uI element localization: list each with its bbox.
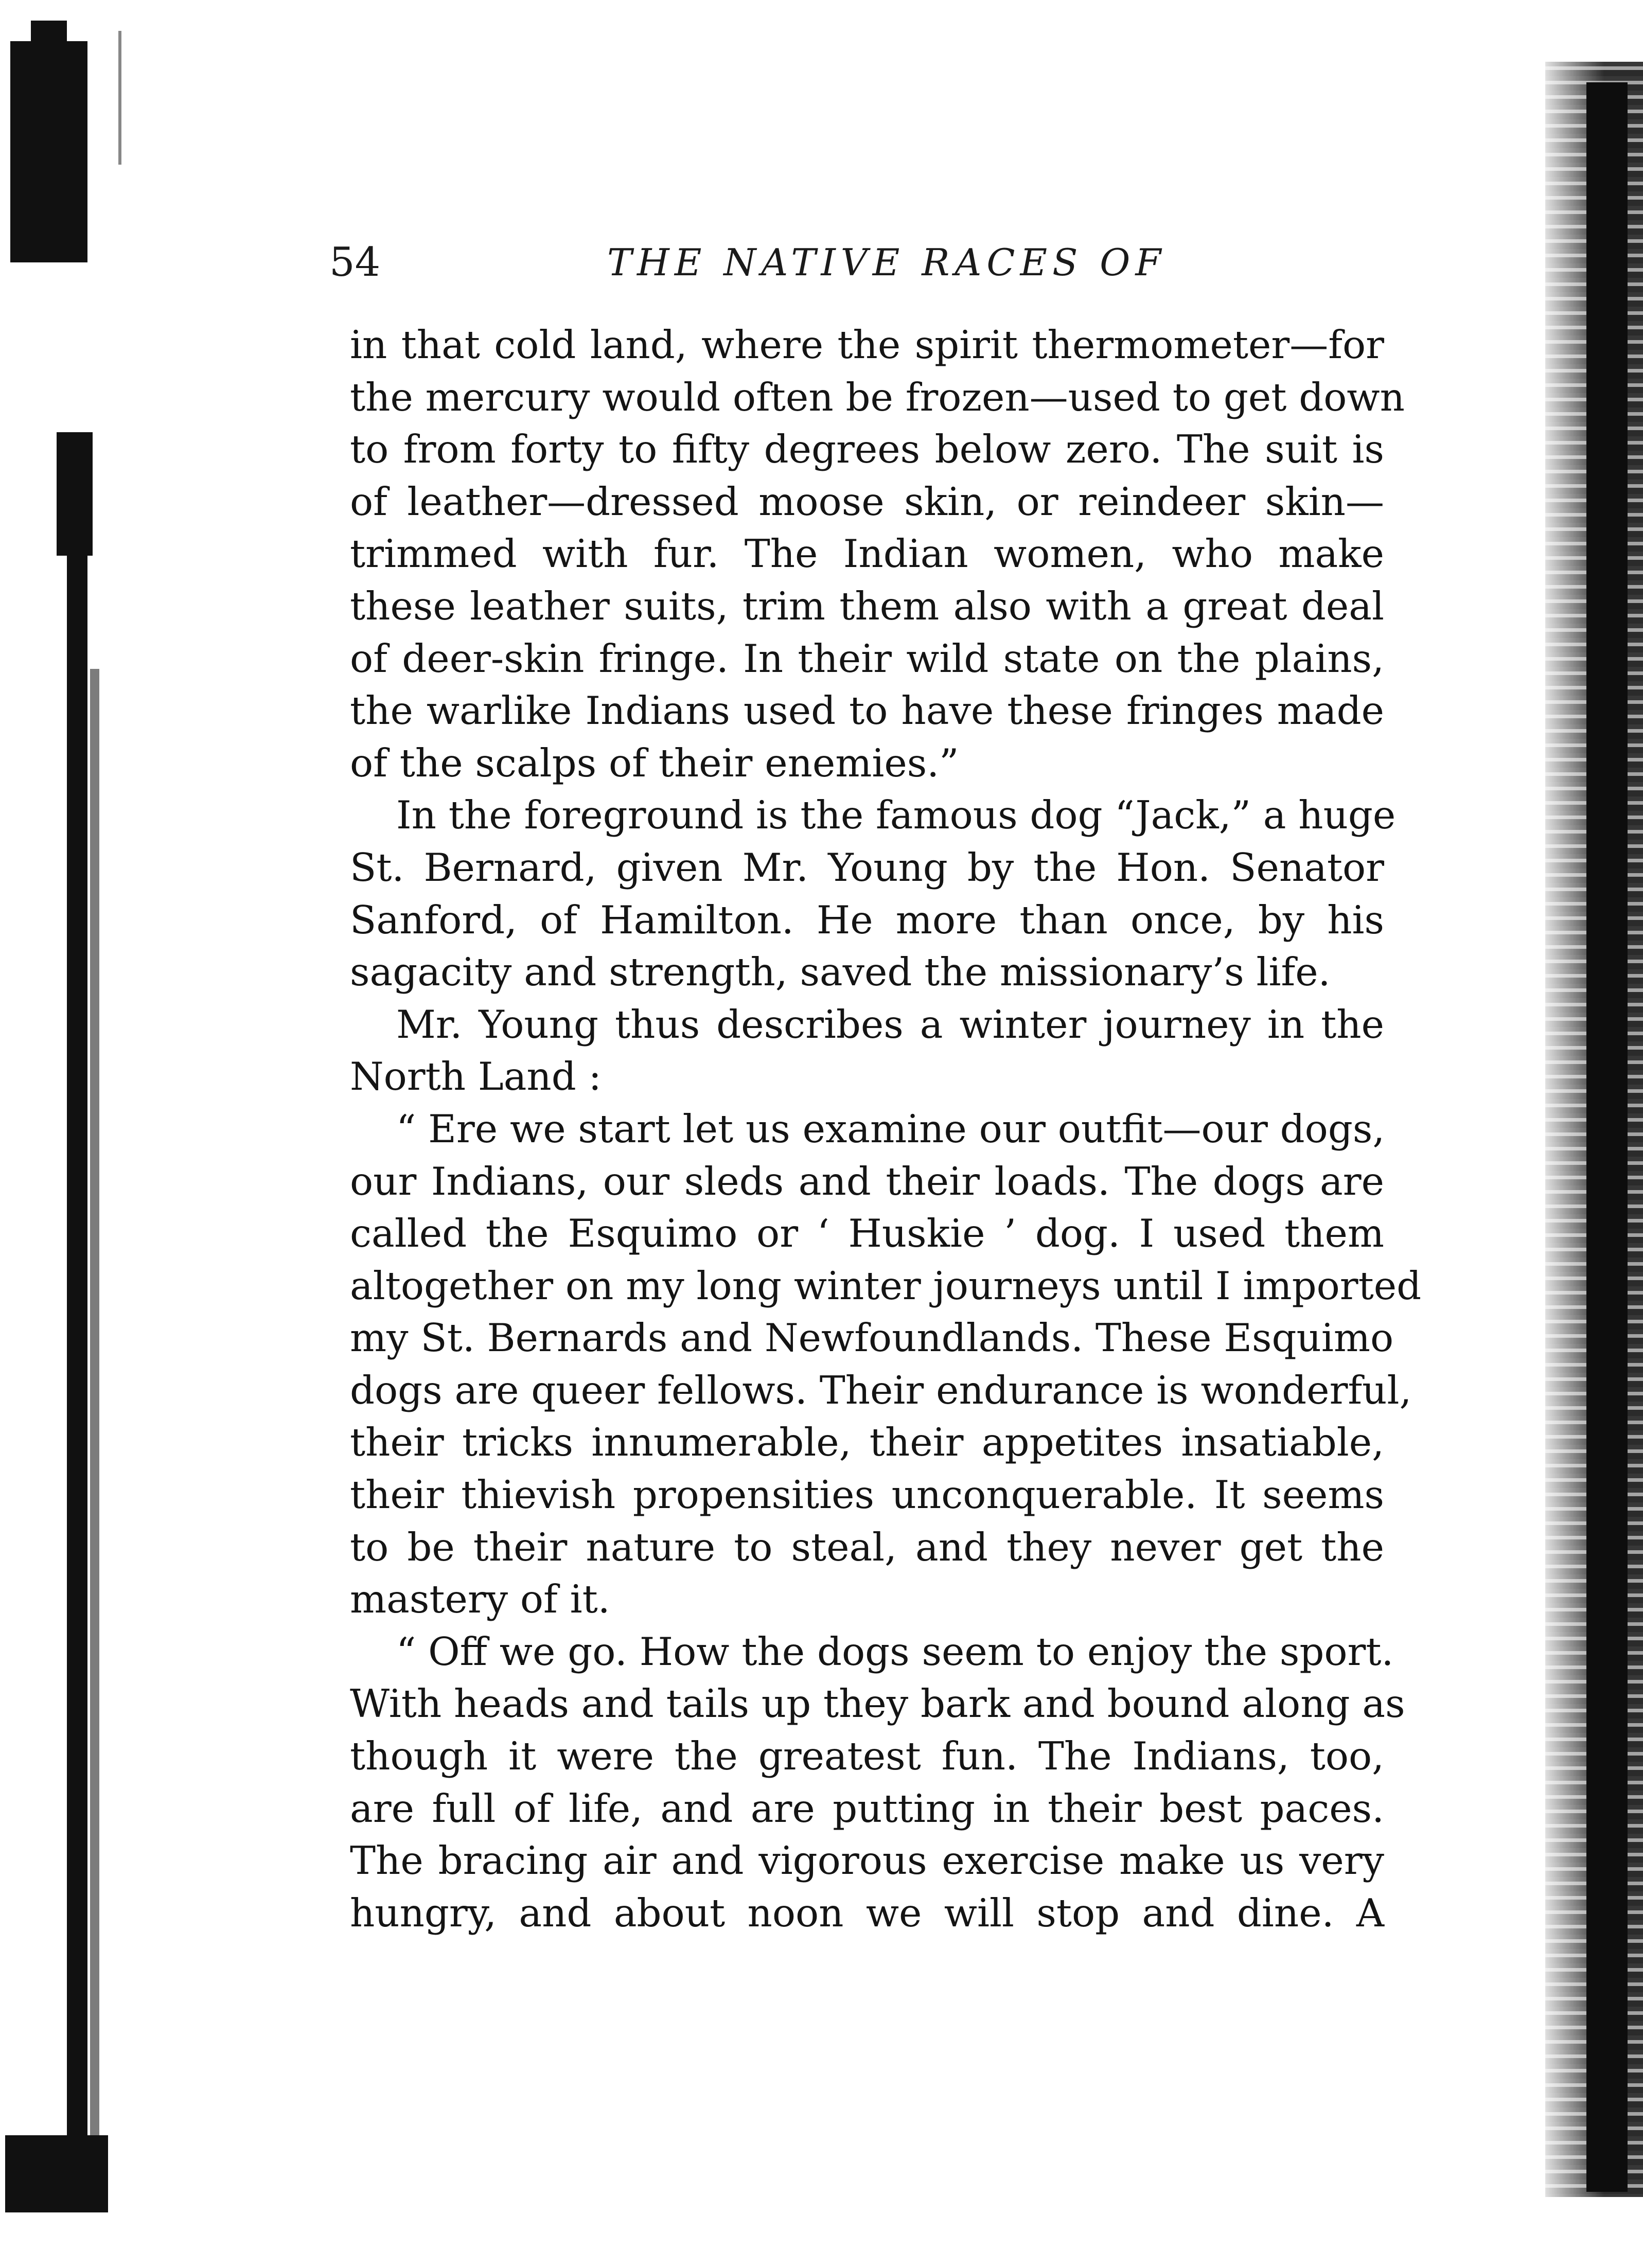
text-line: dogs are queer fellows. Their endurance is wonderful,	[350, 1367, 1412, 1413]
text-line: “ Ere we start let us examine our outfit—our dogs,	[396, 1106, 1385, 1151]
text-line: their tricks innumerable, their appetites insatiable,	[350, 1420, 1384, 1465]
text-line: The bracing air and vigorous exercise make us very	[350, 1838, 1384, 1884]
text-line: North Land :	[350, 1054, 602, 1100]
text-line: hungry, and about noon we will stop and dine. A	[350, 1890, 1384, 1936]
text-line: “ Off we go. How the dogs seem to enjoy the sport.	[396, 1628, 1394, 1674]
text-line: though it were the greatest fun. The Indians, too,	[350, 1733, 1384, 1779]
paragraph	[350, 319, 1405, 789]
text-line: are full of life, and are putting in their best paces.	[350, 1785, 1384, 1831]
text-line: of the scalps of their enemies.”	[350, 740, 959, 786]
text-line: St. Bernard, given Mr. Young by the Hon. Senator	[350, 844, 1384, 890]
text-line: the mercury would often be frozen—used to get down	[350, 374, 1405, 420]
text-line: With heads and tails up they bark and bound along as	[350, 1681, 1405, 1727]
text-line: their thievish propensities unconquerable. It seems	[350, 1472, 1384, 1518]
scan-binding-shadow	[0, 0, 154, 2268]
paragraph	[350, 1626, 1405, 1940]
text-line: called the Esquimo or ‘ Huskie ’ dog. I used them	[350, 1211, 1384, 1256]
text-line: of leather—dressed moose skin, or reindeer skin—	[350, 479, 1384, 524]
text-line: in that cold land, where the spirit thermometer—for	[350, 322, 1384, 367]
text-line: to be their nature to steal, and they never get the	[350, 1524, 1384, 1570]
paragraph	[350, 1103, 1422, 1626]
text-line: to from forty to fifty degrees below zero. The suit is	[350, 427, 1384, 472]
body-text	[350, 319, 1422, 1939]
text-line: these leather suits, trim them also with a great deal	[350, 583, 1384, 629]
text-line: sagacity and strength, saved the missionary’s life.	[350, 949, 1331, 995]
running-header	[329, 234, 1369, 291]
text-line: Sanford, of Hamilton. He more than once, by his	[350, 897, 1384, 943]
text-line: altogether on my long winter journeys until I imported	[350, 1263, 1422, 1308]
paragraph	[350, 999, 1384, 1103]
text-line: my St. Bernards and Newfoundlands. These Esquimo	[350, 1315, 1394, 1361]
text-line: Mr. Young thus describes a winter journey in the	[396, 1001, 1384, 1047]
text-line: of deer-skin fringe. In their wild state on the plains,	[350, 635, 1384, 681]
text-line: the warlike Indians used to have these fringes made	[350, 688, 1384, 734]
text-line: our Indians, our sleds and their loads. The dogs are	[350, 1158, 1384, 1204]
text-line: In the foreground is the famous dog “Jack,” a huge	[396, 792, 1396, 838]
page-number: 54	[329, 239, 381, 286]
paragraph	[350, 789, 1396, 998]
scan-right-edge-shadow	[1586, 82, 1628, 2192]
text-line: mastery of it.	[350, 1576, 610, 1622]
text-line: trimmed with fur. The Indian women, who make	[350, 531, 1384, 577]
running-title: THE NATIVE RACES OF	[607, 241, 1167, 284]
